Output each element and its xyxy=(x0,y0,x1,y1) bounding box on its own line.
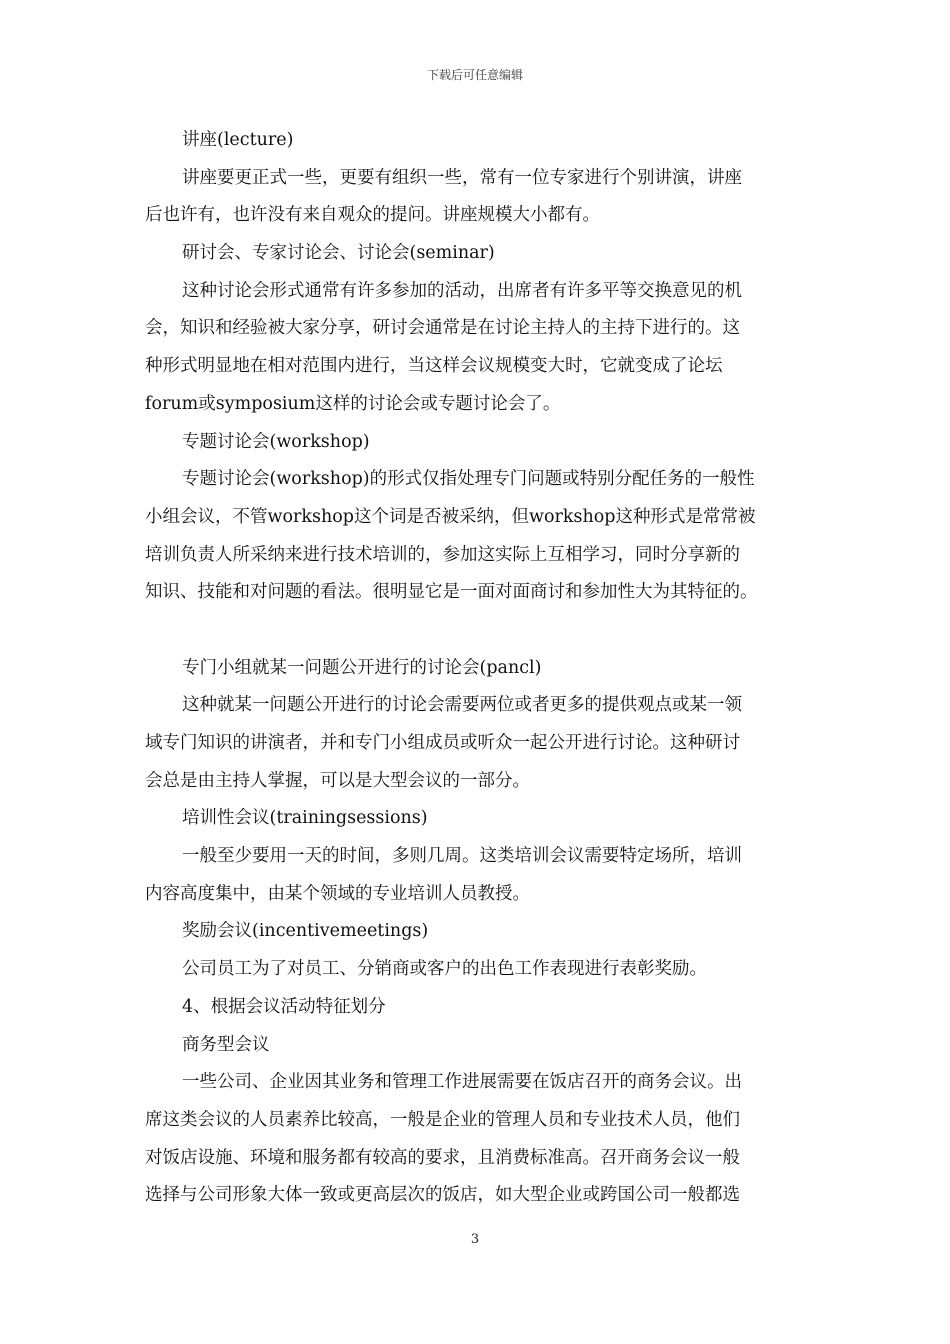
paragraph-line: 选择与公司形象大体一致或更高层次的饭店，如大型企业或跨国公司一般都选 xyxy=(145,1185,740,1206)
paragraph-line: 一般至少要用一天的时间，多则几周。这类培训会议需要特定场所，培训 xyxy=(182,846,742,867)
paragraph-gap xyxy=(145,612,810,650)
paragraph-line: 专题讨论会(workshop)的形式仅指处理专门问题或特别分配任务的一般性 xyxy=(182,469,755,490)
page-number: 3 xyxy=(470,1232,480,1247)
paragraph-line: 讲座要更正式一些，更要有组织一些，常有一位专家进行个别讲演，讲座 xyxy=(182,167,742,188)
paragraph-line: 域专门知识的讲演者，并和专门小组成员或听众一起公开进行讨论。这种研讨 xyxy=(145,733,740,753)
heading-workshop: 专题讨论会(workshop) xyxy=(182,431,370,452)
heading-panel: 专门小组就某一问题公开进行的讨论会(pancl) xyxy=(182,657,542,678)
paragraph-line: 公司员工为了对员工、分销商或客户的出色工作表现进行表彰奖励。 xyxy=(182,959,707,980)
paragraph-line: 这种就某一问题公开进行的讨论会需要两位或者更多的提供观点或某一领 xyxy=(182,695,742,716)
paragraph-line: 席这类会议的人员素养比较高，一般是企业的管理人员和专业技术人员，他们 xyxy=(145,1109,740,1130)
paragraph-line: 会，知识和经验被大家分享，研讨会通常是在讨论主持人的主持下进行的。这 xyxy=(145,318,740,339)
paragraph-line: forum或symposium这样的讨论会或专题讨论会了。 xyxy=(145,393,561,414)
paragraph-line: 会总是由主持人掌握，可以是大型会议的一部分。 xyxy=(145,770,530,791)
paragraph-line: 这种讨论会形式通常有许多参加的活动，出席者有许多平等交换意见的机 xyxy=(182,280,742,301)
heading-lecture: 讲座(lecture) xyxy=(182,130,294,150)
paragraph-line: 后也许有，也许没有来自观众的提问。讲座规模大小都有。 xyxy=(145,205,600,226)
paragraph-line: 种形式明显地在相对范围内进行，当这样会议规模变大时，它就变成了论坛 xyxy=(145,356,723,377)
heading-business-meeting: 商务型会议 xyxy=(182,1034,270,1055)
paragraph-line: 培训负责人所采纳来进行技术培训的，参加这实际上互相学习，同时分享新的 xyxy=(145,544,740,565)
paragraph-line: 一些公司、企业因其业务和管理工作进展需要在饭店召开的商务会议。出 xyxy=(182,1072,742,1093)
paragraph-line: 知识、技能和对问题的看法。很明显它是一面对面商讨和参加性大为其特征的。 xyxy=(145,582,758,603)
heading-incentive-meetings: 奖励会议(incentivemeetings) xyxy=(182,921,429,942)
page-header: 下载后可任意编辑 xyxy=(426,68,523,82)
heading-training-sessions: 培训性会议(trainingsessions) xyxy=(182,808,428,829)
paragraph-line: 对饭店设施、环境和服务都有较高的要求，且消费标准高。召开商务会议一般 xyxy=(145,1147,740,1168)
paragraph-line: 内容高度集中，由某个领域的专业培训人员教授。 xyxy=(145,883,530,904)
heading-seminar: 研讨会、专家讨论会、讨论会(seminar) xyxy=(182,243,495,264)
section-heading: 4、根据会议活动特征划分 xyxy=(182,996,386,1017)
document-body xyxy=(145,122,810,1215)
paragraph-line: 小组会议，不管workshop这个词是否被采纳，但workshop这种形式是常常被 xyxy=(145,506,756,527)
